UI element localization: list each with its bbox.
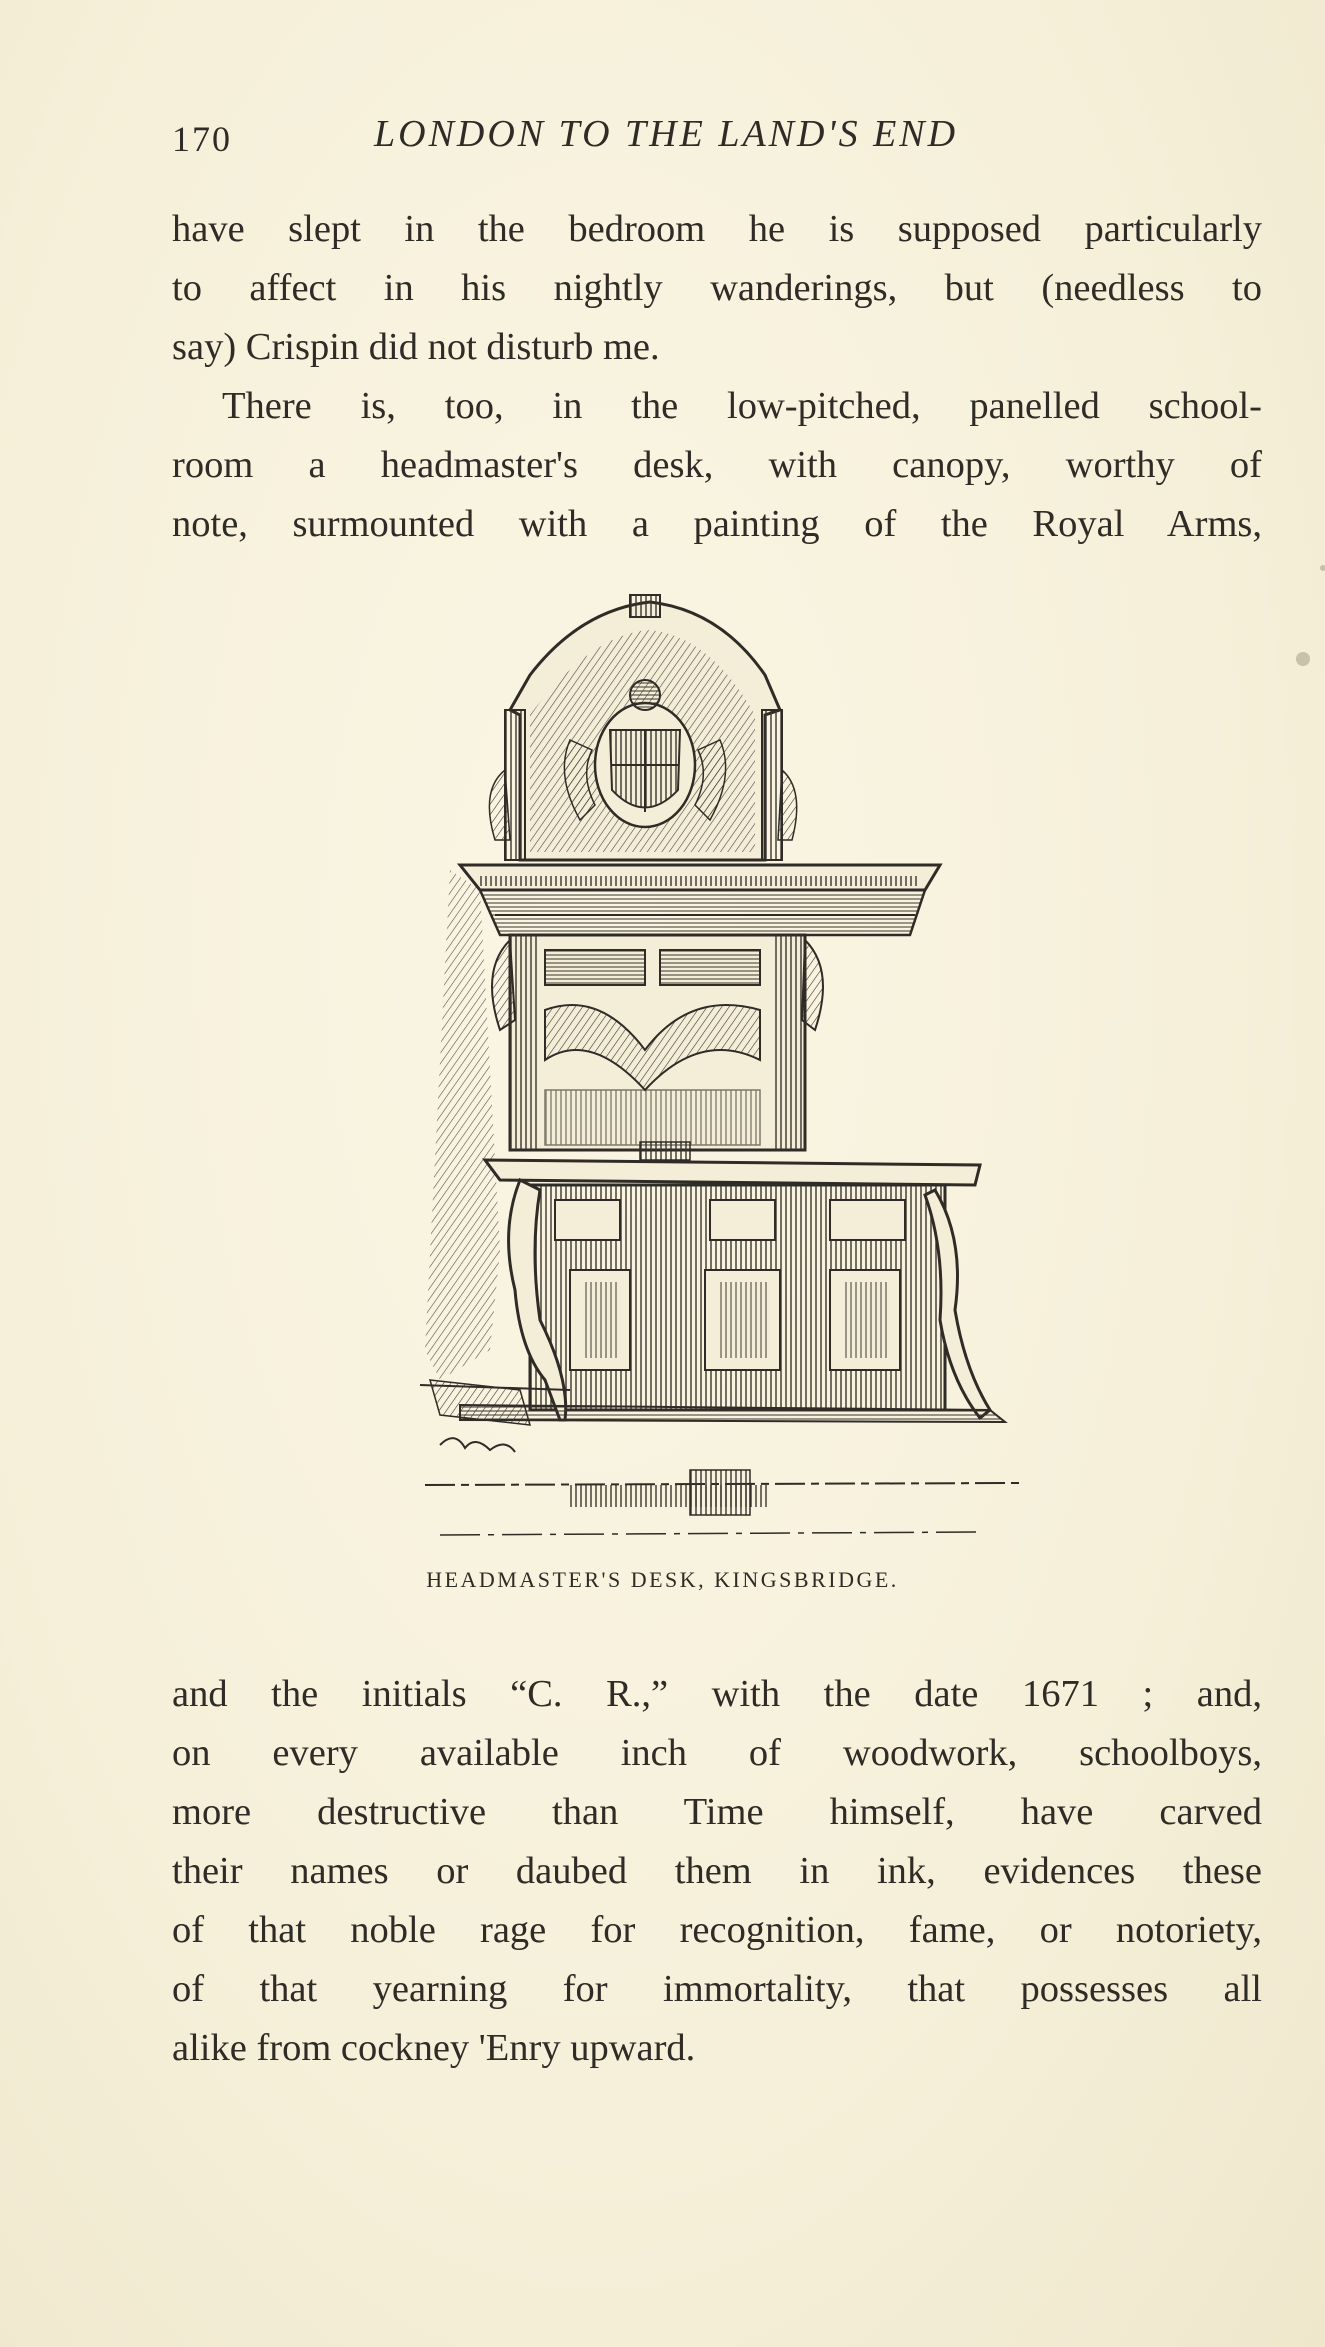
text-line: There is, too, in the low-pitched, panelled school- [222,385,1262,427]
text-line: to affect in his nightly wanderings, but (needless to [172,267,1262,309]
paper-speck [1320,565,1325,571]
text-line: more destructive than Time himself, have carved [172,1791,1262,1833]
text-line: on every available inch of woodwork, schoolboys, [172,1732,1262,1774]
text-line: alike from cockney 'Enry upward. [172,2027,696,2069]
text-line: say) Crispin did not disturb me. [172,326,660,368]
text-line: of that yearning for immortality, that possesses all [172,1968,1262,2010]
page-number: 170 [172,119,232,159]
desk-engraving-icon [420,590,1030,1560]
paragraph-top [172,200,1262,554]
text-line: have slept in the bedroom he is supposed particularly [172,208,1262,250]
figure-caption: HEADMASTER'S DESK, KINGSBRIDGE. [426,1567,899,1592]
text-line: their names or daubed them in ink, evidences these [172,1850,1262,1892]
paragraph-bottom [172,1665,1262,2078]
running-title: LONDON TO THE LAND'S END [374,113,959,155]
text-line: note, surmounted with a painting of the Royal Arms, [172,503,1262,545]
desk-illustration [420,590,1030,1560]
paper-speck [1296,652,1310,666]
running-head [170,112,1170,162]
text-line: of that noble rage for recognition, fame, or notoriety, [172,1909,1262,1951]
text-line: and the initials “C. R.,” with the date 1671 ; and, [172,1673,1262,1715]
text-line: room a headmaster's desk, with canopy, worthy of [172,444,1262,486]
